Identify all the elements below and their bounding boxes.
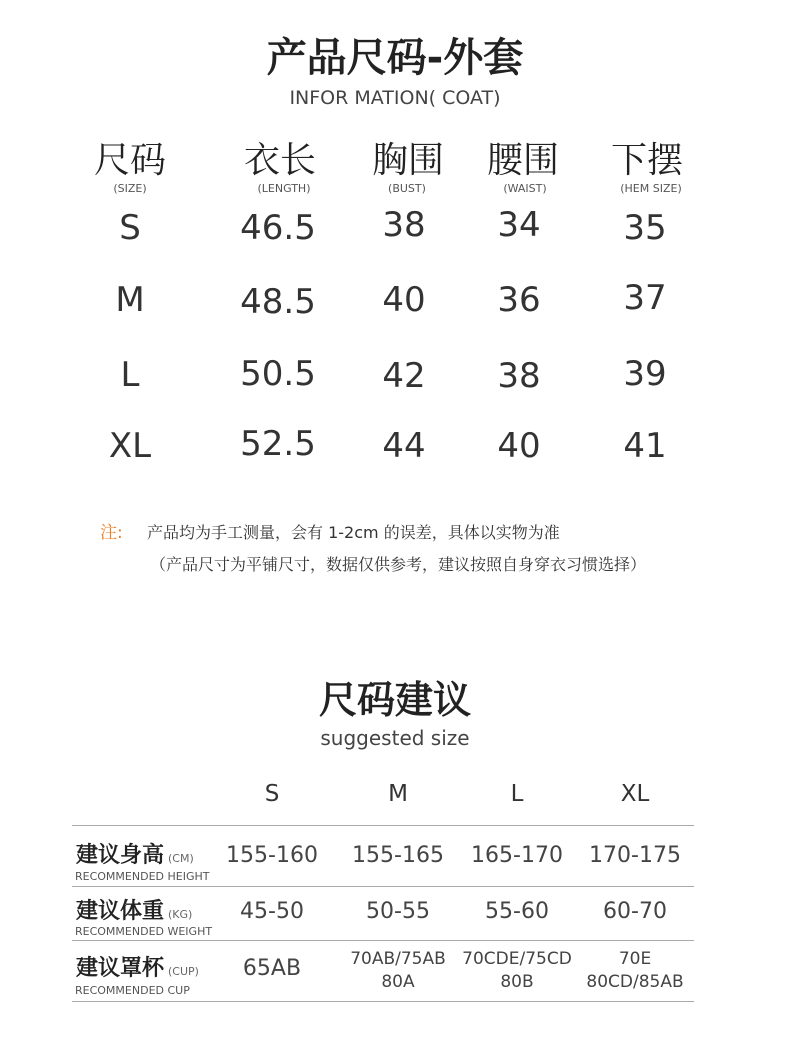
weight-value-cell: 60-70	[603, 899, 667, 924]
cup-value-line: 80CD/85AB	[586, 972, 684, 992]
row-sublabel-height: RECOMMENDED HEIGHT	[75, 870, 210, 883]
row-label-unit: (CM)	[168, 852, 194, 865]
suggest-size-header: S	[264, 781, 280, 807]
row-label-cup	[76, 956, 199, 985]
waist-cell: 36	[497, 280, 541, 320]
cup-value-line: 80B	[500, 972, 534, 992]
column-subheader-bust: (BUST)	[388, 182, 426, 195]
note-line-2: （产品尺寸为平铺尺寸，数据仅供参考，建议按照自身穿衣习惯选择）	[150, 555, 647, 574]
table-divider	[72, 825, 694, 826]
size-cell: XL	[108, 426, 152, 466]
column-header-bust: 胸围	[371, 140, 444, 181]
row-label-unit: (KG)	[168, 908, 193, 921]
suggest-size-header: L	[510, 781, 524, 807]
hem-cell: 41	[623, 426, 667, 466]
column-subheader-size: (SIZE)	[113, 182, 147, 195]
note-line-1: 产品均为手工测量，会有 1-2cm 的误差，具体以实物为准	[147, 523, 560, 542]
waist-cell: 40	[497, 426, 541, 466]
cup-value-cell	[572, 948, 698, 994]
note-label: 注:	[100, 523, 123, 543]
row-label-text: 建议身高	[76, 843, 165, 868]
length-cell: 52.5	[240, 424, 316, 464]
column-header-hem: 下摆	[610, 140, 683, 181]
size-cell: L	[120, 355, 140, 395]
row-label-unit: (CUP)	[168, 965, 199, 978]
column-subheader-waist: (WAIST)	[503, 182, 547, 195]
hem-cell: 39	[623, 354, 667, 394]
bust-cell: 42	[382, 356, 426, 396]
bust-cell: 44	[382, 426, 426, 466]
weight-value-cell: 55-60	[485, 899, 549, 924]
cup-value-cell	[454, 948, 580, 994]
table-divider	[72, 940, 694, 941]
size-chart-title: 产品尺码-外套	[266, 35, 524, 81]
length-cell: 48.5	[240, 282, 316, 322]
waist-cell: 34	[497, 205, 541, 245]
hem-cell: 35	[623, 208, 667, 248]
height-value-cell: 155-165	[352, 843, 444, 868]
size-cell: M	[115, 280, 145, 320]
suggest-title: 尺码建议	[318, 678, 471, 722]
size-cell: S	[119, 208, 141, 248]
row-label-text: 建议体重	[76, 899, 165, 924]
cup-value-line: 70CDE/75CD	[462, 949, 572, 969]
row-label-weight	[76, 899, 192, 928]
suggest-subtitle: suggested size	[320, 726, 470, 750]
cup-value-cell	[335, 948, 461, 994]
cup-value-cell: 65AB	[242, 956, 302, 981]
cup-value-line: 80A	[381, 972, 415, 992]
column-header-length: 衣长	[243, 140, 316, 181]
cup-value-line: 70E	[618, 949, 652, 969]
column-subheader-length: (LENGTH)	[257, 182, 311, 195]
suggest-size-header: M	[388, 781, 408, 807]
length-cell: 46.5	[240, 208, 316, 248]
column-header-waist: 腰围	[486, 140, 559, 181]
height-value-cell: 155-160	[226, 843, 318, 868]
row-sublabel-cup: RECOMMENDED CUP	[75, 984, 190, 997]
row-label-text: 建议罩杯	[76, 956, 165, 981]
table-divider	[72, 1001, 694, 1002]
weight-value-cell: 50-55	[366, 899, 430, 924]
bust-cell: 40	[382, 280, 426, 320]
weight-value-cell: 45-50	[240, 899, 304, 924]
waist-cell: 38	[497, 356, 541, 396]
column-subheader-hem: (HEM SIZE)	[620, 182, 682, 195]
suggest-size-header: XL	[620, 781, 650, 807]
height-value-cell: 165-170	[471, 843, 563, 868]
size-chart-subtitle: INFOR MATION( COAT)	[289, 87, 501, 109]
cup-value-line: 70AB/75AB	[350, 949, 446, 969]
bust-cell: 38	[382, 205, 426, 245]
hem-cell: 37	[623, 278, 667, 318]
row-sublabel-weight: RECOMMENDED WEIGHT	[75, 925, 213, 938]
table-divider	[72, 886, 694, 887]
column-header-size: 尺码	[93, 140, 166, 181]
length-cell: 50.5	[240, 354, 316, 394]
height-value-cell: 170-175	[589, 843, 681, 868]
row-label-height	[76, 843, 194, 872]
